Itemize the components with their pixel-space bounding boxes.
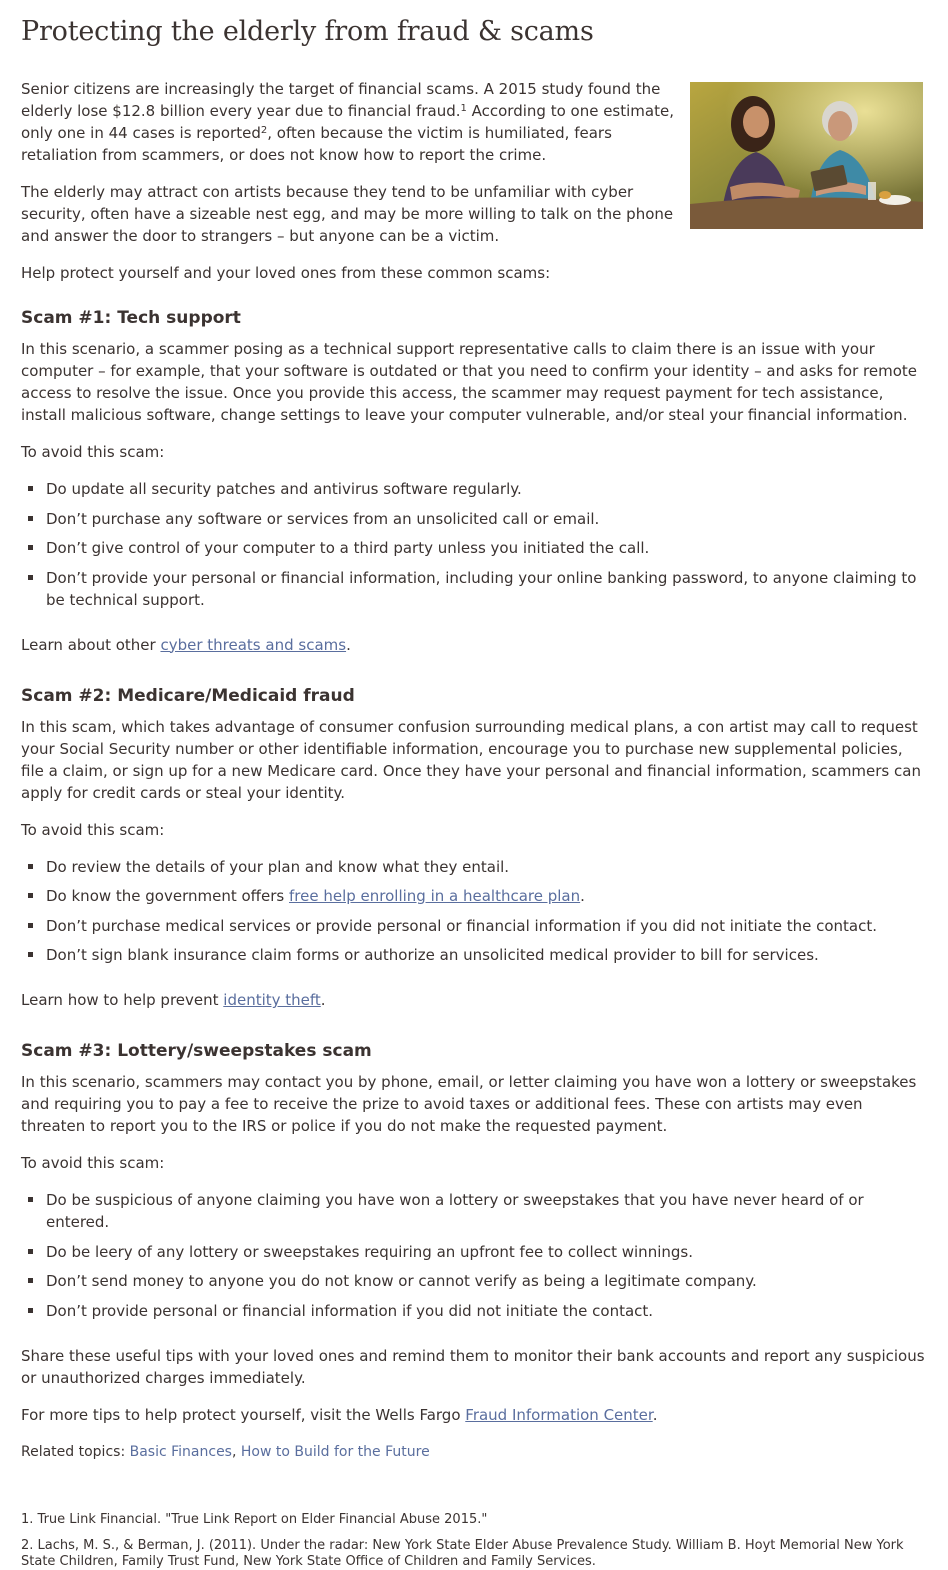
related-topics-label: Related topics: [21,1443,130,1460]
healthcare-enrollment-link[interactable]: free help enrolling in a healthcare plan [289,887,581,905]
scam-1-heading: Scam #1: Tech support [21,308,241,328]
scam-2-avoid-label: To avoid this scam: [21,820,165,839]
hero-photo [690,82,923,229]
list-item: Don’t provide personal or financial information if you did not initiate the contact. [46,1300,926,1322]
related-topics [21,1441,926,1463]
intro-p1-part-a: Senior citizens are increasingly the target of financial scams. A 2015 study found the elderly lose $12.8 billion every year due to financial fraud. [21,80,661,120]
intro-paragraph-1 [21,78,676,166]
closing-share-text: Share these useful tips with your loved ones and remind them to monitor their bank accounts and report any suspicious or unauthorized charges immediately. [21,1346,925,1387]
tip-text: Do know the government offers [46,887,289,905]
learn-more-text: Learn how to help prevent [21,991,224,1009]
list-item: Do review the details of your plan and know what they entail. [46,856,926,878]
scam-2-heading: Scam #2: Medicare/Medicaid fraud [21,685,355,706]
list-item: Do be suspicious of anyone claiming you have won a lottery or sweepstakes that you have never heard of or entered. [46,1189,926,1233]
intro-text [21,78,676,247]
cyber-threats-link[interactable]: cyber threats and scams [160,635,347,654]
build-for-future-link[interactable]: How to Build for the Future [240,1443,430,1460]
closing-more-tips [21,1404,926,1426]
scam-3-tips-list [21,1189,926,1322]
page-title: Protecting the elderly from fraud & scams [21,16,594,47]
separator: , [231,1443,241,1460]
scam-1-body: In this scenario, a scammer posing as a technical support representative calls to claim there is an issue with your computer – for example, that your software is outdated or that you need to confirm your identity – and asks for remote access to resolve the issue. Once you provide this access, the scammer may request payment for tech assistance, install malicious software, change settings to leave your computer vulnerable, and/or steal your financial information. [21,340,918,424]
list-item: Do be leery of any lottery or sweepstakes requiring an upfront fee to collect winnings. [46,1241,926,1263]
scam-2-tips-list [21,856,926,967]
fraud-info-center-link[interactable]: Fraud Information Center [465,1405,653,1424]
list-item: Don’t purchase any software or services from an unsolicited call or email. [46,508,926,530]
intro-p1-part-c: , often because the victim is humiliated, fears retaliation from scammers, or does not know how to report the crime. [21,124,612,164]
footnote-2: 2. Lachs, M. S., & Berman, J. (2011). Under the radar: New York State Elder Abuse Prevalence Study. William B. Hoyt Memorial New York State Children, Family Trust Fund, New York State Office of Children and Family Services. [21,1537,904,1569]
intro-section [21,78,926,284]
scam-2-body: In this scam, which takes advantage of consumer confusion surrounding medical plans, a con artist may call to request your Social Security number or other identifiable information, encourage you to purchase new supplemental policies, file a claim, or sign up for a new Medicare card. Once they have your personal and financial information, scammers can apply for credit cards or steal your identity. [21,717,921,802]
list-item: Don’t provide your personal or financial information, including your online banking password, to anyone claiming to be technical support. [46,567,926,611]
list-item: Do update all security patches and antivirus software regularly. [46,478,926,500]
list-item: Don’t give control of your computer to a third party unless you initiated the call. [46,537,926,559]
scam-2-learn-more [21,989,926,1011]
list-item: Don’t send money to anyone you do not know or cannot verify as being a legitimate company. [46,1270,926,1292]
scam-1-section [21,306,926,656]
list-item [46,885,926,907]
footnote-ref-2: 2 [260,125,268,136]
scam-1-learn-more [21,634,926,656]
learn-more-text: Learn about other [21,635,161,654]
identity-theft-link[interactable]: identity theft [223,991,321,1009]
scam-3-heading: Scam #3: Lottery/sweepstakes scam [21,1041,372,1061]
scam-2-section [21,684,926,1012]
list-item: Don’t purchase medical services or provide personal or financial information if you did not initiate the contact. [46,915,926,937]
punctuation: . [320,991,326,1009]
intro-p1-part-b: According to one estimate, only one in 44 cases is reported [21,102,674,142]
list-item: Don’t sign blank insurance claim forms or authorize an unsolicited medical provider to bill for services. [46,944,926,966]
punctuation: . [580,887,585,905]
footnote-ref-1: 1 [460,103,467,114]
intro-paragraph-2: The elderly may attract con artists because they tend to be unfamiliar with cyber security, often have a sizeable nest egg, and may be more willing to talk on the phone and answer the door to strangers – but anyone can be a victim. [21,183,674,245]
footnotes [21,1512,926,1570]
punctuation: . [346,635,351,654]
footnote-1: 1. True Link Financial. "True Link Report on Elder Financial Abuse 2015." [21,1511,488,1527]
scam-3-section [21,1039,926,1322]
closing-section [21,1345,926,1463]
scam-1-avoid-label: To avoid this scam: [21,443,165,461]
scam-1-tips-list [21,478,926,611]
scam-3-body: In this scenario, scammers may contact you by phone, email, or letter claiming you have won a lottery or sweepstakes and requiring you to pay a fee to receive the prize to avoid taxes or additional fees. These con artists may even threaten to report you to the IRS or police if you do not make the requested payment. [21,1073,917,1135]
punctuation: . [652,1405,658,1424]
scam-3-avoid-label: To avoid this scam: [21,1154,165,1172]
hero-photo-illustration [690,82,923,229]
more-tips-text: For more tips to help protect yourself, visit the Wells Fargo [21,1405,466,1424]
intro-paragraph-3: Help protect yourself and your loved ones from these common scams: [21,264,551,282]
basic-finances-link[interactable]: Basic Finances [129,1443,232,1460]
